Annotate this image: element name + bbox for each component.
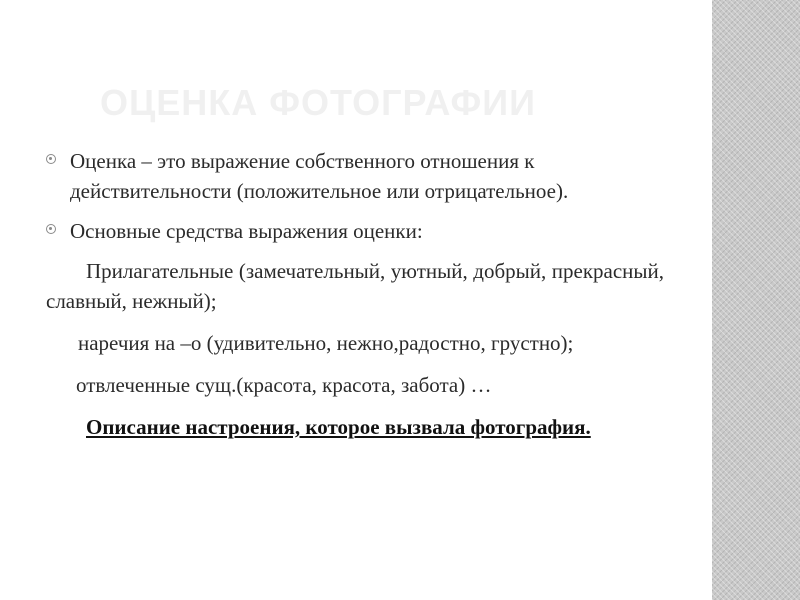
bullet-circle-icon bbox=[46, 154, 56, 164]
emphasis-text: Описание настроения, которое вызвала фотография. bbox=[86, 415, 591, 439]
bullet-circle-icon bbox=[46, 224, 56, 234]
paragraph-nouns: отвлеченные сущ.(красота, красота, забота) … bbox=[76, 373, 492, 397]
slide-title: ОЦЕНКА ФОТОГРАФИИ bbox=[100, 82, 536, 123]
paragraph-adverbs: наречия на –о (удивительно, нежно,радостно, грустно); bbox=[78, 331, 574, 355]
bullet-item bbox=[46, 146, 664, 206]
bullet-item bbox=[46, 216, 664, 246]
bullet-text: Основные средства выражения оценки: bbox=[70, 219, 423, 243]
bullet-text: Оценка – это выражение собственного отношения к действительности (положительное или отрицательное). bbox=[70, 149, 569, 203]
decorative-side-stripe bbox=[712, 0, 800, 600]
slide-content bbox=[46, 146, 664, 442]
paragraph-adjectives: Прилагательные (замечательный, уютный, добрый, прекрасный, славный, нежный); bbox=[46, 259, 664, 313]
